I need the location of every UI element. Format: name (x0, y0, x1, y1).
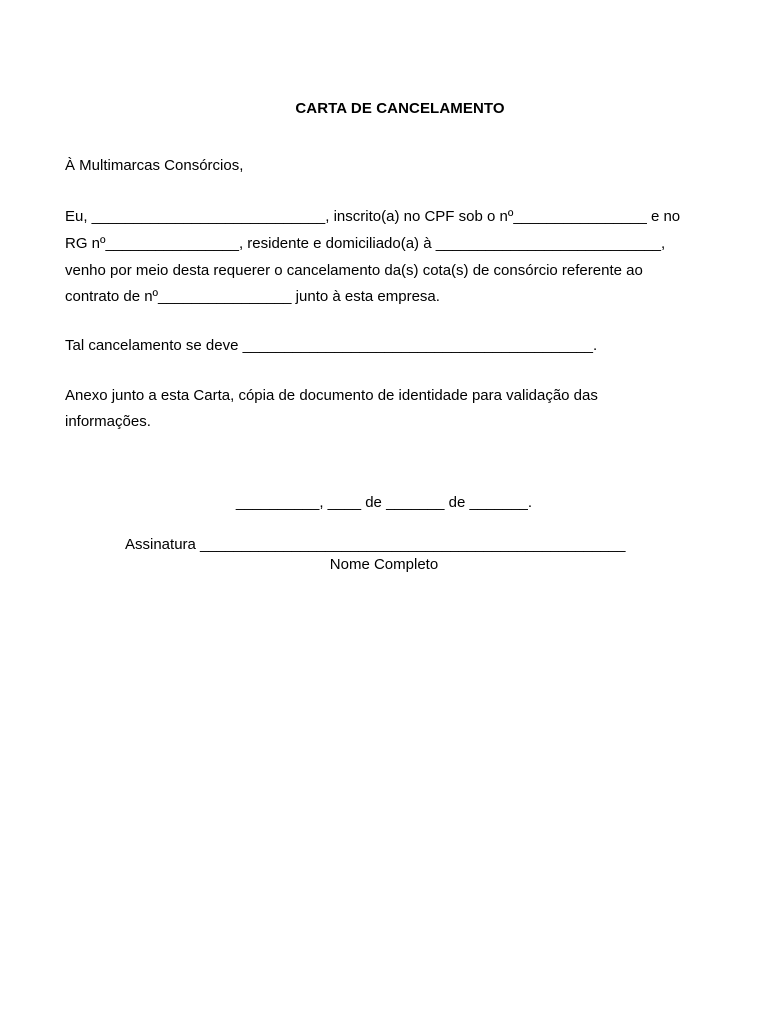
paragraph-3-line-1: Anexo junto a esta Carta, cópia de documento de identidade para validação das (65, 387, 598, 404)
paragraph-1-line-4: contrato de nº________________ junto à esta empresa. (65, 288, 440, 305)
paragraph-2: Tal cancelamento se deve __________________________________________. (65, 337, 598, 354)
document-title: CARTA DE CANCELAMENTO (295, 100, 505, 117)
signature-line: Assinatura ___________________________________________________ (125, 536, 626, 553)
signature-caption: Nome Completo (329, 556, 439, 573)
date-line: __________, ____ de _______ de _______. (235, 494, 533, 511)
paragraph-3-line-2: informações. (65, 413, 151, 430)
paragraph-1-line-1: Eu, ____________________________, inscrito(a) no CPF sob o nº________________ e no (65, 208, 681, 225)
paragraph-1-line-2: RG nº________________, residente e domiciliado(a) à ___________________________, (65, 235, 666, 252)
paragraph-1-line-3: venho por meio desta requerer o cancelamento da(s) cota(s) de consórcio referente ao (65, 262, 643, 279)
greeting: À Multimarcas Consórcios, (65, 157, 244, 174)
